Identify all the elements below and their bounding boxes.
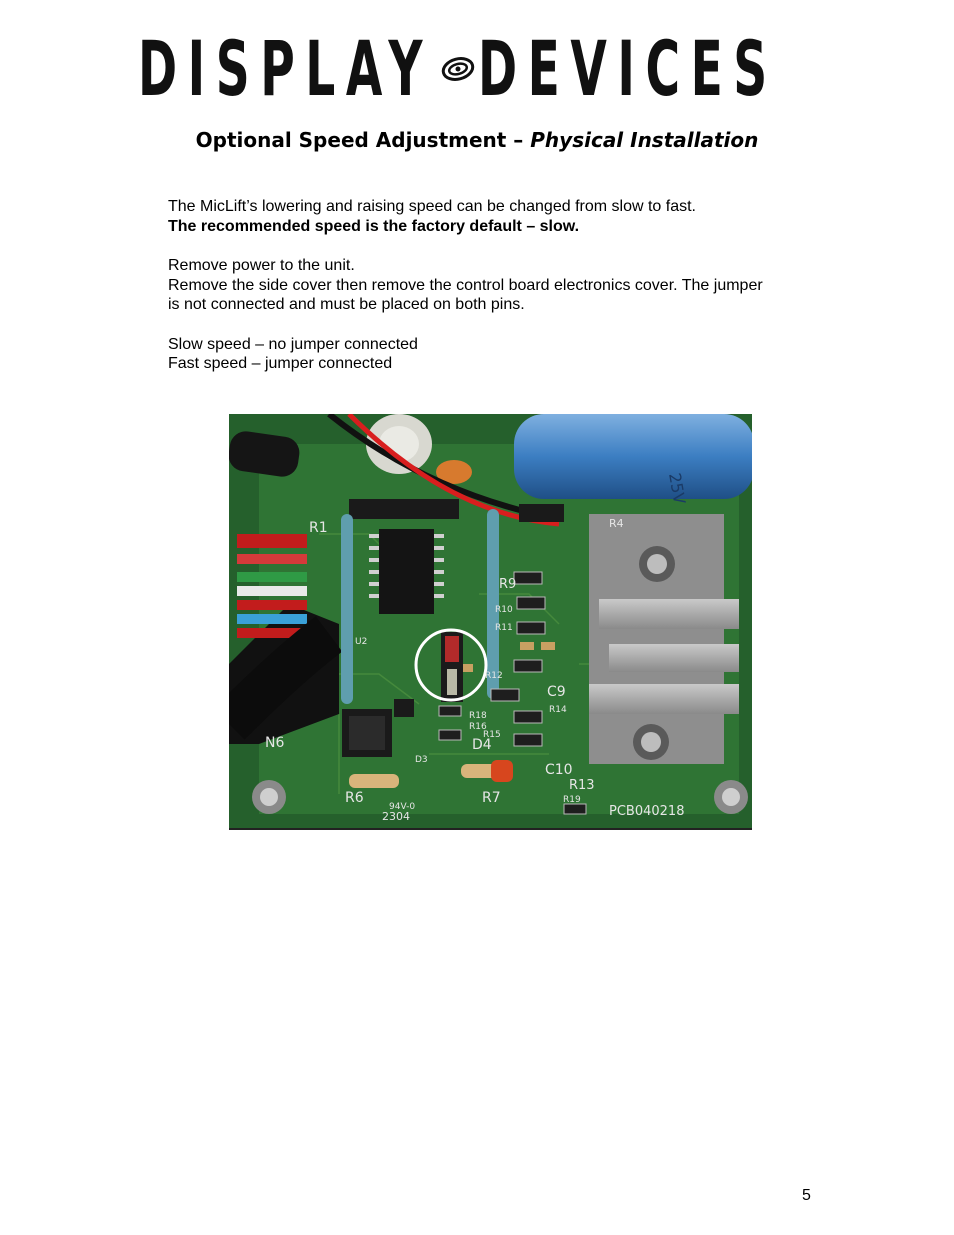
label-r7: R7 bbox=[482, 790, 501, 806]
instructions bbox=[168, 197, 828, 374]
label-r10: R10 bbox=[495, 605, 513, 615]
label-r15: R15 bbox=[483, 730, 501, 740]
logo-right-word: DEVICES bbox=[478, 24, 778, 113]
label-d4: D4 bbox=[472, 737, 492, 753]
page-title bbox=[0, 128, 954, 152]
slow-speed-text: Slow speed – no jumper connected bbox=[168, 335, 418, 353]
label-n6: N6 bbox=[265, 735, 285, 751]
step-jumper-note: is not connected and must be placed on both pins. bbox=[168, 296, 525, 313]
label-lot: 94V-0 bbox=[389, 802, 416, 812]
circuit-board-photo bbox=[229, 414, 752, 830]
label-r1: R1 bbox=[309, 520, 328, 536]
step-remove-power: Remove power to the unit. bbox=[168, 257, 355, 274]
label-u2: U2 bbox=[355, 637, 368, 647]
logo-left-word: DISPLAY bbox=[138, 24, 434, 113]
page-number: 5 bbox=[802, 1187, 811, 1204]
label-r16: R16 bbox=[469, 722, 487, 732]
capacitor-label: 25V bbox=[665, 471, 690, 506]
label-c9: C9 bbox=[547, 684, 566, 700]
label-d3: D3 bbox=[415, 755, 428, 765]
label-pcb: PCB040218 bbox=[609, 804, 685, 819]
step-remove-cover: Remove the side cover then remove the control board electronics cover. The jumper bbox=[168, 276, 763, 294]
label-r4: R4 bbox=[609, 517, 624, 530]
label-r14: R14 bbox=[549, 705, 567, 715]
intro-text: The MicLift’s lowering and raising speed can be changed from slow to fast. bbox=[168, 198, 696, 215]
label-r18: R18 bbox=[469, 711, 487, 721]
logo-swirl-icon bbox=[440, 51, 476, 87]
label-code: 2304 bbox=[382, 810, 410, 823]
label-r19: R19 bbox=[563, 795, 581, 805]
label-r9: R9 bbox=[499, 577, 517, 592]
label-r6: R6 bbox=[345, 790, 364, 806]
label-c10: C10 bbox=[545, 762, 573, 778]
recommendation-text: The recommended speed is the factory default – slow. bbox=[168, 217, 580, 235]
title-main: Optional Speed Adjustment – bbox=[195, 128, 531, 152]
label-r13: R13 bbox=[569, 778, 595, 793]
fast-speed-text: Fast speed – jumper connected bbox=[168, 355, 393, 372]
brand-logo bbox=[138, 24, 788, 113]
label-r12: R12 bbox=[485, 671, 503, 681]
board-illustration bbox=[229, 414, 752, 828]
title-italic: Physical Installation bbox=[530, 128, 759, 152]
label-r11: R11 bbox=[495, 623, 513, 633]
